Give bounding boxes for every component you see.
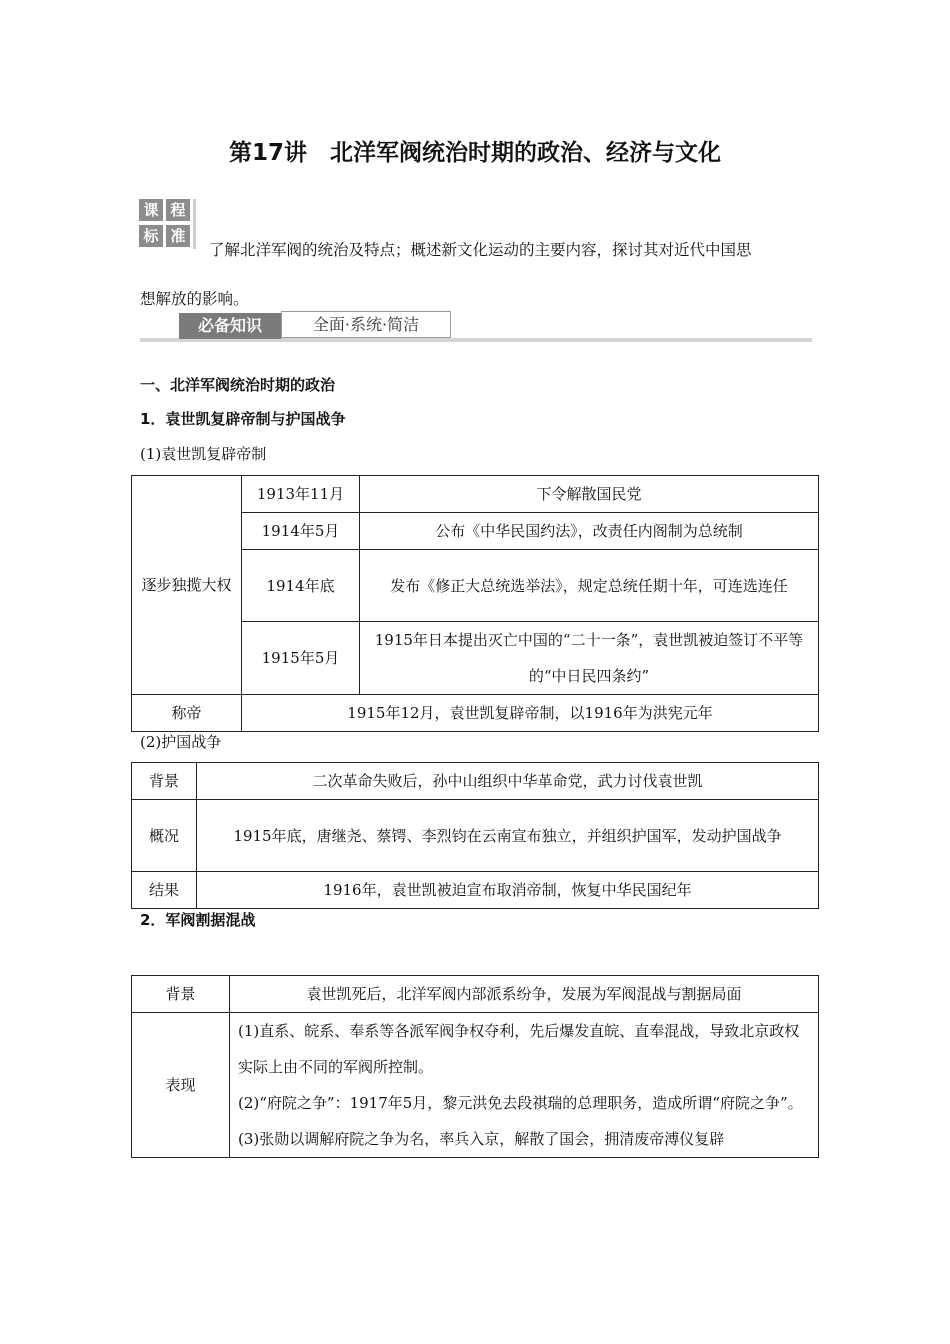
event-cell: 公布《中华民国约法》，改责任内阁制为总统制 [360,513,819,550]
row-value: 袁世凯死后，北洋军阀内部派系纷争，发展为军阀混战与割据局面 [230,976,819,1013]
badge-char: 课 [139,199,163,221]
event-cell: 1915年日本提出灭亡中国的“二十一条”，袁世凯被迫签订不平等的“中日民四条约” [360,622,819,695]
subsection-heading: 1．袁世凯复辟帝制与护国战争 [140,410,346,428]
perf-item: (3)张勋以调解府院之争为名，率兵入京，解散了国会，拥清废帝溥仪复辟 [238,1130,725,1148]
banner-subtitle: 全面·系统·简洁 [281,311,451,338]
warlord-table [131,975,819,1158]
badge-char: 标 [139,225,163,247]
row-value: 1915年底，唐继尧、蔡锷、李烈钧在云南宣布独立，并组织护国军，发动护国战争 [197,800,819,872]
date-cell: 1914年底 [242,550,360,622]
event-cell: 发布《修正大总统选举法》，规定总统任期十年，可连选连任 [360,550,819,622]
table-row [132,1013,819,1158]
date-cell: 1915年5月 [242,622,360,695]
yuan-restoration-table [131,475,819,732]
group-label: 逐步独揽大权 [132,476,242,695]
row-label: 背景 [132,763,197,800]
perf-item: (2)“府院之争”：1917年5月，黎元洪免去段祺瑞的总理职务，造成所谓“府院之争”。 [238,1094,803,1112]
table-row [132,800,819,872]
row-value: 1915年12月，袁世凯复辟帝制，以1916年为洪宪元年 [242,695,819,732]
knowledge-banner [140,310,812,343]
subsection-label: (2)护国战争 [140,733,222,751]
row-label: 结果 [132,872,197,909]
row-label: 称帝 [132,695,242,732]
row-value: 二次革命失败后，孙中山组织中华革命党，武力讨伐袁世凯 [197,763,819,800]
section-heading: 一、北洋军阀统治时期的政治 [140,376,336,394]
table-row [132,763,819,800]
table-row [132,695,819,732]
date-cell: 1914年5月 [242,513,360,550]
badge-char: 准 [166,225,190,247]
row-label: 背景 [132,976,230,1013]
perf-cell [230,1013,819,1158]
row-label: 表现 [132,1013,230,1158]
event-cell: 下令解散国民党 [360,476,819,513]
national-protection-table [131,762,819,909]
table-row [132,976,819,1013]
subsection-label: (1)袁世凯复辟帝制 [140,445,267,463]
banner-label: 必备知识 [179,313,281,339]
date-cell: 1913年11月 [242,476,360,513]
subsection-heading: 2．军阀割据混战 [140,911,256,929]
standard-line-1: 了解北洋军阀的统治及特点；概述新文化运动的主要内容，探讨其对近代中国思 [209,241,752,259]
table-row [132,872,819,909]
row-value: 1916年，袁世凯被迫宣布取消帝制，恢复中华民国纪年 [197,872,819,909]
badge-char: 程 [166,199,190,221]
perf-item: (1)直系、皖系、奉系等各派军阀争权夺利，先后爆发直皖、直奉混战，导致北京政权实际上由不同的军阀所控制。 [238,1022,800,1076]
page-title: 第17讲 北洋军阀统治时期的政治、经济与文化 [228,140,721,166]
table-row [132,476,819,513]
standard-line-2: 想解放的影响。 [140,290,249,308]
row-label: 概况 [132,800,197,872]
